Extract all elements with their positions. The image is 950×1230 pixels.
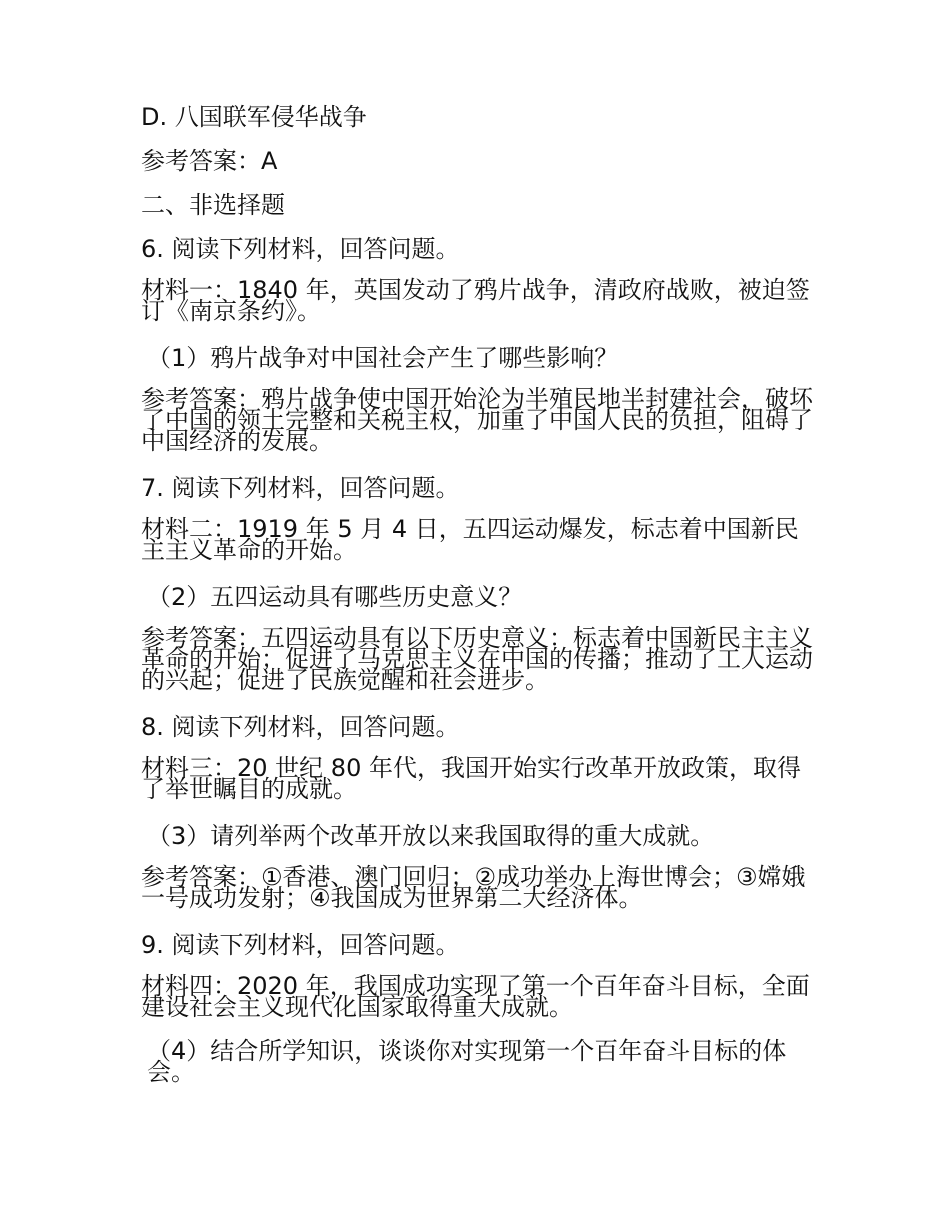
question-6: 6. 阅读下列材料，回答问题。 [141, 235, 460, 263]
material-1: 材料一：1840 年，英国发动了鸦片战争，清政府战败，被迫签订《南京条约》。 [141, 276, 810, 325]
material-3: 材料三：20 世纪 80 年代，我国开始实行改革开放政策，取得了举世瞩目的成就。 [141, 754, 801, 803]
question-8: 8. 阅读下列材料，回答问题。 [141, 713, 460, 741]
sub-question-2: （2）五四运动具有哪些历史意义？ [147, 583, 523, 611]
answer-a: 参考答案：A [141, 147, 278, 175]
material-4: 材料四：2020 年，我国成功实现了第一个百年奋斗目标，全面建设社会主义现代化国家取得重大成就。 [141, 972, 810, 1021]
document-page [141, 104, 813, 1106]
question-7: 7. 阅读下列材料，回答问题。 [141, 474, 460, 502]
sub-question-3: （3）请列举两个改革开放以来我国取得的重大成就。 [147, 822, 715, 850]
sub-question-1: （1）鸦片战争对中国社会产生了哪些影响？ [147, 344, 619, 372]
question-9: 9. 阅读下列材料，回答问题。 [141, 931, 460, 959]
answer-1: 参考答案：鸦片战争使中国开始沦为半殖民地半封建社会，破坏了中国的领土完整和关税主权，加重了中国人民的负担，阻碍了中国经济的发展。 [141, 385, 813, 455]
answer-2: 参考答案：五四运动具有以下历史意义：标志着中国新民主主义革命的开始；促进了马克思主义在中国的传播；推动了工人运动的兴起；促进了民族觉醒和社会进步。 [141, 624, 813, 694]
material-2: 材料二：1919 年 5 月 4 日，五四运动爆发，标志着中国新民主主义革命的开始。 [141, 515, 799, 564]
option-d: D. 八国联军侵华战争 [141, 103, 367, 131]
answer-3: 参考答案：①香港、澳门回归；②成功举办上海世博会；③嫦娥一号成功发射；④我国成为世界第二大经济体。 [141, 863, 806, 912]
section-heading: 二、非选择题 [141, 191, 285, 219]
sub-question-4: （4）结合所学知识，谈谈你对实现第一个百年奋斗目标的体会。 [147, 1037, 787, 1086]
